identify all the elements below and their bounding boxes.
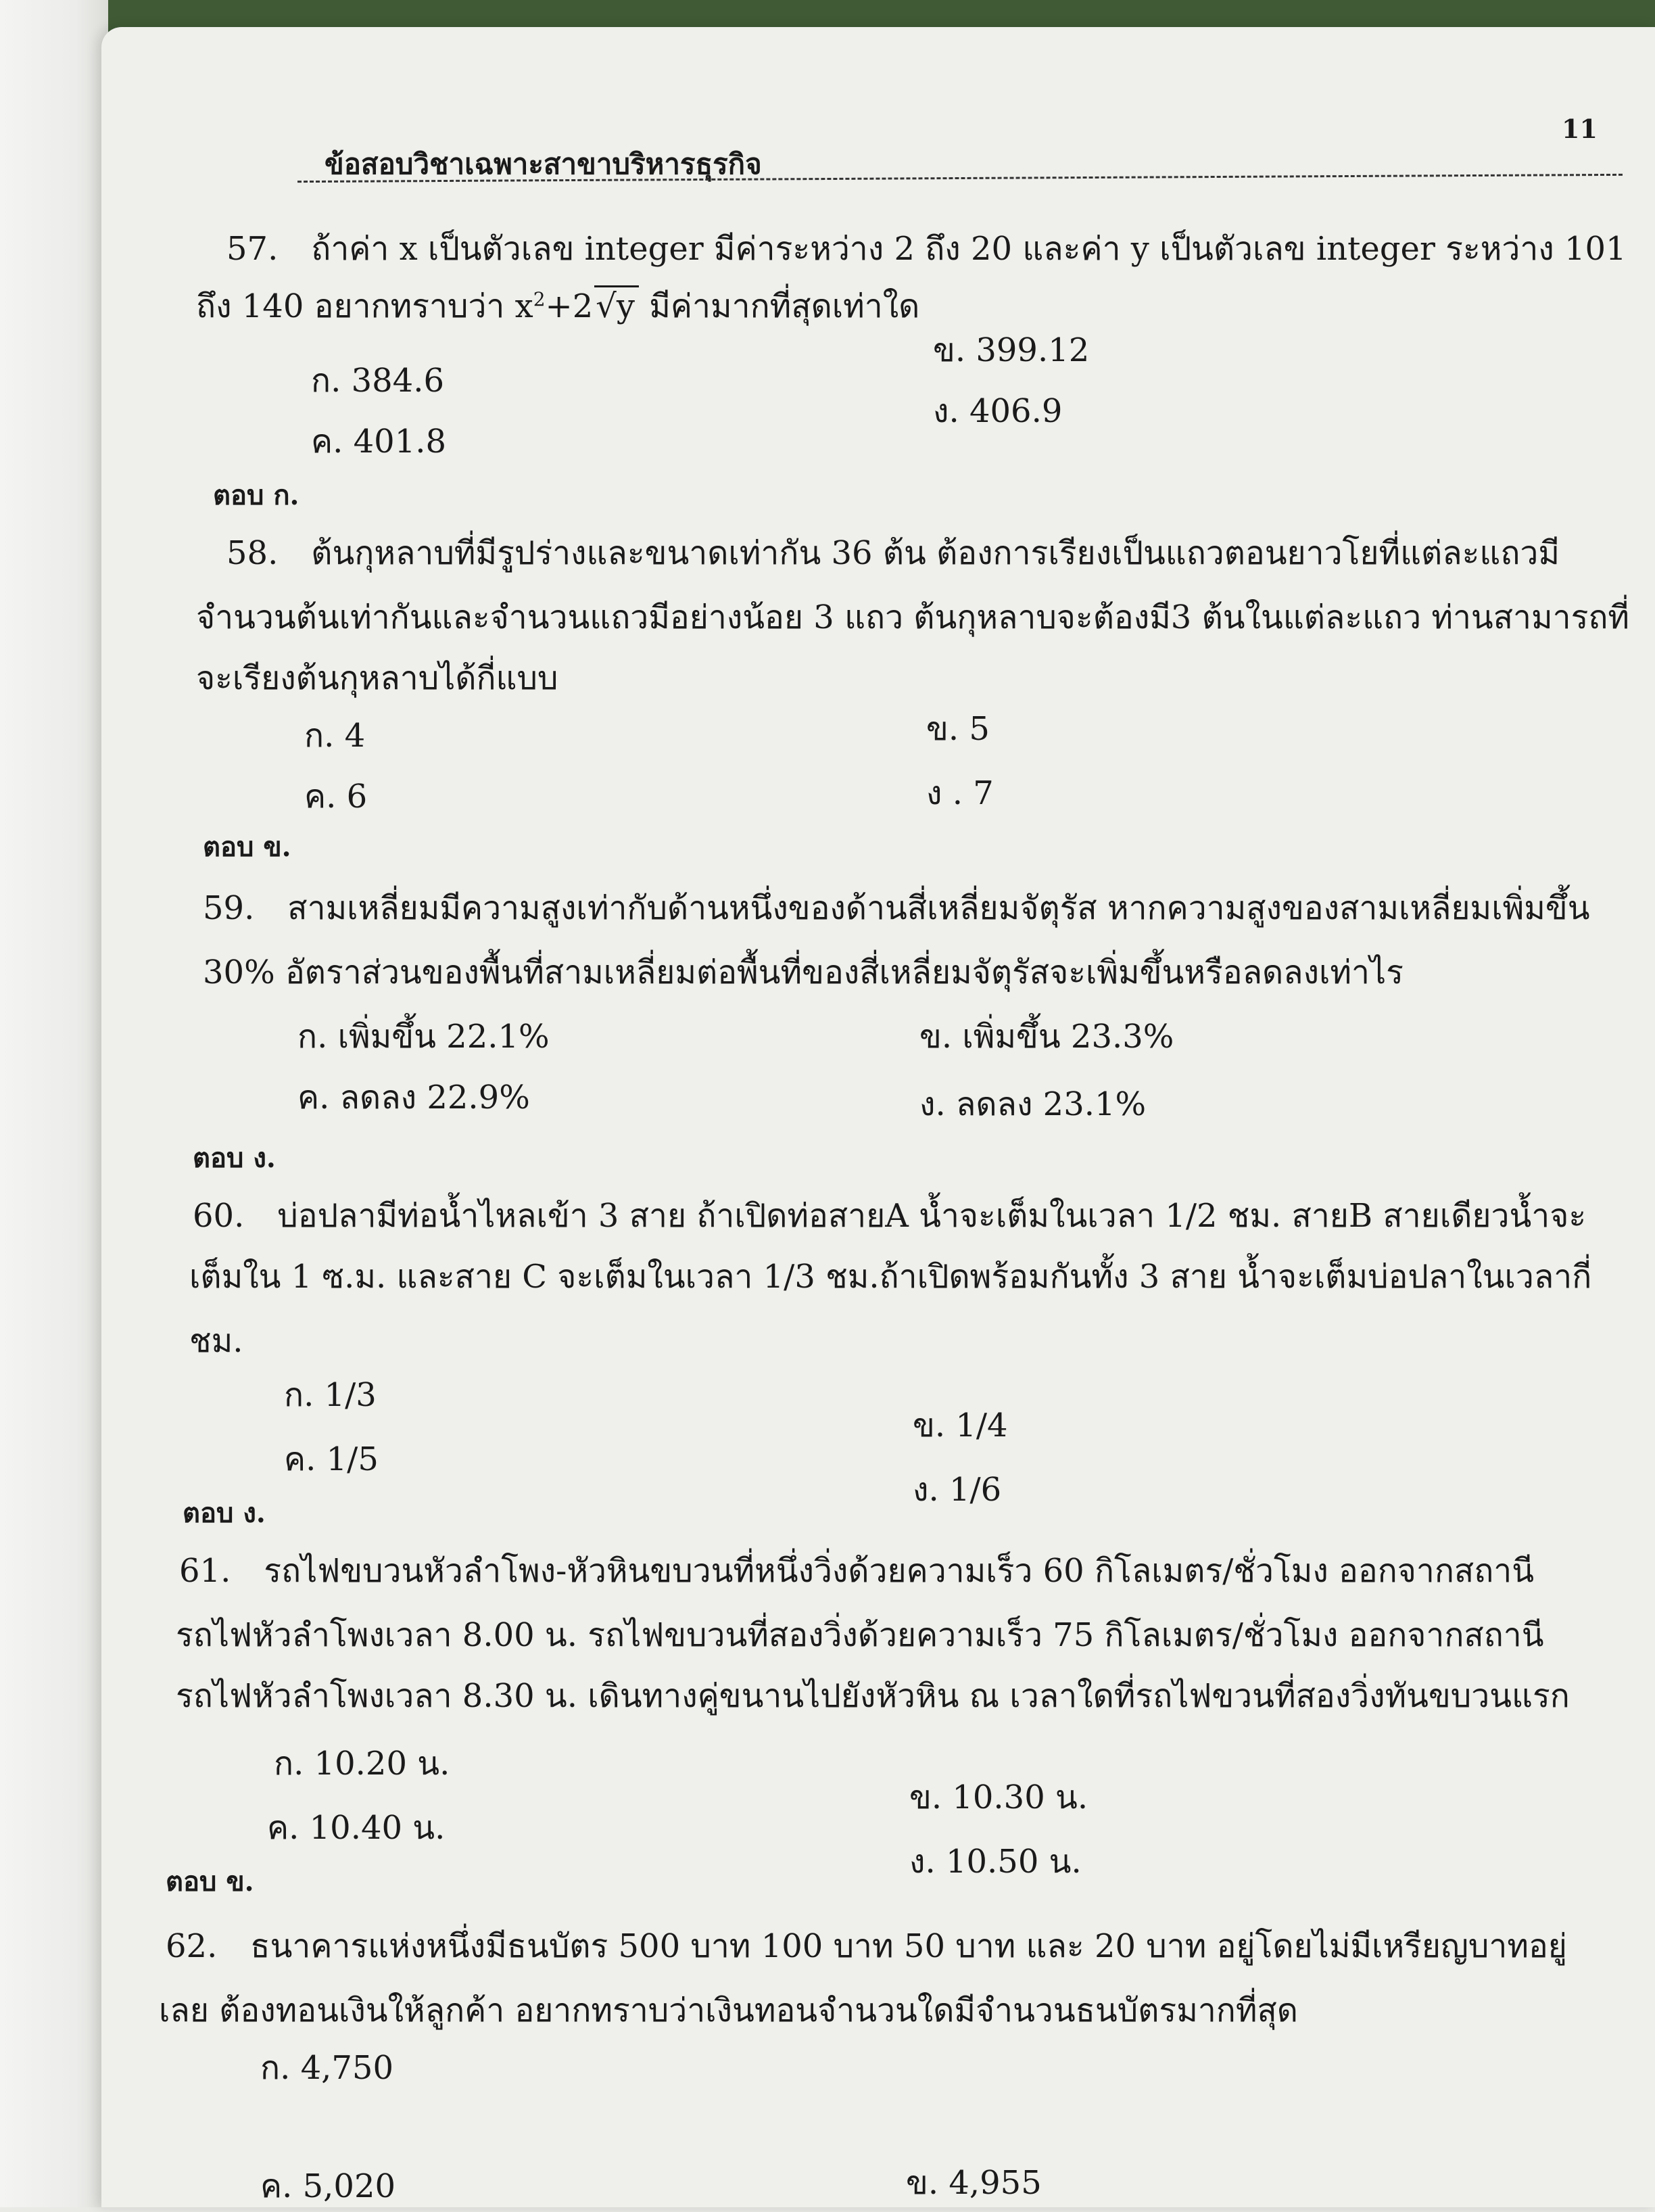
question-60-line-3: ชม. [189,1322,243,1360]
question-57-line-1 [226,223,1627,275]
option-b: ข. 10.30 น. [909,1779,1088,1816]
answer-58: ตอบ ข. [203,831,291,863]
sqrt-symbol: √y [594,285,639,325]
option-b: ข. เพิ่มขึ้น 23.3% [919,1018,1174,1056]
option-c: ค. 5,020 [260,2167,396,2205]
question-59-line-2: 30% อัตราส่วนของพื้นที่สามเหลี่ยมต่อพื้นที่ของสี่เหลี่ยมจัตุรัสจะเพิ่มขึ้นหรือลดลงเท่าไร [203,954,1404,991]
question-61-line-1 [179,1545,1534,1597]
option-a: ก. เพิ่มขึ้น 22.1% [297,1018,550,1056]
option-b: ข. 5 [926,710,990,748]
option-a: ก. 4 [304,717,366,755]
answer-57: ตอบ ก. [213,479,299,511]
option-b: ข. 1/4 [913,1407,1008,1444]
question-57-number: 57. [226,230,279,268]
option-a: ก. 1/3 [284,1376,377,1414]
question-60-line-1 [193,1190,1586,1242]
option-b: ข. 4,955 [906,2164,1042,2202]
question-59-line-1 [203,883,1590,934]
option-c: ค. 1/5 [284,1440,379,1478]
question-60-number: 60. [193,1197,245,1235]
question-text: มีค่ามากที่สุดเท่าใด [649,287,920,325]
question-57-line-2 [196,281,919,332]
page-number: 11 [1562,114,1598,144]
question-58-line-1 [226,527,1560,579]
option-a: ก. 384.6 [311,362,444,400]
question-text: สามเหลี่ยมมีความสูงเท่ากับด้านหนึ่งของด้านสี่เหลี่ยมจัตุรัส หากความสูงของสามเหลี่ยมเพิ่มขึ้น [287,889,1590,927]
question-58-line-3: จะเรียงต้นกุหลาบได้กี่แบบ [196,659,558,697]
question-59-number: 59. [203,889,255,927]
option-a: ก. 4,750 [260,2049,393,2087]
question-60-line-2: เต็มใน 1 ซ.ม. และสาย C จะเต็มในเวลา 1/3 ชม.ถ้าเปิดพร้อมกันทั้ง 3 สาย น้ำจะเต็มบ่อปลาในเวลากี่ [189,1258,1592,1296]
question-61-line-2: รถไฟหัวลำโพงเวลา 8.00 น. รถไฟขบวนที่สองวิ่งด้วยความเร็ว 75 กิโลเมตร/ชั่วโมง ออกจากสถานี [176,1616,1544,1654]
answer-60: ตอบ ง. [183,1497,266,1529]
question-text: รถไฟขบวนหัวลำโพง-หัวหินขบวนที่หนึ่งวิ่งด้วยความเร็ว 60 กิโลเมตร/ชั่วโมง ออกจากสถานี [264,1552,1535,1590]
option-d: ง. 10.50 น. [909,1843,1082,1881]
option-d: ง. ลดลง 23.1% [919,1085,1147,1123]
question-61-number: 61. [179,1552,231,1590]
option-c: ค. 10.40 น. [267,1809,446,1847]
formula-mid: +2 [545,287,594,325]
option-a: ก. 10.20 น. [274,1745,450,1783]
question-text: ต้นกุหลาบที่มีรูปร่างและขนาดเท่ากัน 36 ต้น ต้องการเรียงเป็นแถวตอนยาวโยที่แต่ละแถวมี [311,534,1560,572]
option-d: ง. 406.9 [933,392,1063,430]
option-b: ข. 399.12 [933,331,1090,369]
question-text: ธนาคารแห่งหนึ่งมีธนบัตร 500 บาท 100 บาท 50 บาท และ 20 บาท อยู่โดยไม่มีเหรียญบาทอยู่ [250,1927,1567,1965]
question-62-line-2: เลย ต้องทอนเงินให้ลูกค้า อยากทราบว่าเงินทอนจำนวนใดมีจำนวนธนบัตรมากที่สุด [159,1992,1298,2029]
question-62-line-1 [166,1921,1567,1972]
formula-radicand: y [616,287,635,325]
page-header-title: ข้อสอบวิชาเฉพาะสาขาบริหารธุรกิจ [325,147,762,181]
question-58-number: 58. [226,534,279,572]
option-d: ง. 1/6 [913,1471,1002,1509]
document-page [101,27,1655,2207]
option-c: ค. 401.8 [311,423,447,461]
previous-page-edge [0,0,108,2207]
formula-exponent: 2 [533,288,546,310]
question-58-line-2: จำนวนต้นเท่ากันและจำนวนแถวมีอย่างน้อย 3 แถว ต้นกุหลาบจะต้องมี3 ต้นในแต่ละแถว ท่านสามารถที่ [196,598,1630,636]
question-text: ถ้าค่า x เป็นตัวเลข integer มีค่าระหว่าง 2 ถึง 20 และค่า y เป็นตัวเลข integer ระหว่าง 101 [311,230,1627,268]
question-text: ถึง 140 อยากทราบว่า x [196,287,533,325]
answer-61: ตอบ ข. [166,1866,254,1898]
question-61-line-3: รถไฟหัวลำโพงเวลา 8.30 น. เดินทางคู่ขนานไปยังหัวหิน ณ เวลาใดที่รถไฟขวนที่สองวิ่งทันขบวนแรก [176,1677,1570,1715]
option-d: ง . 7 [926,774,994,812]
answer-59: ตอบ ง. [193,1142,276,1174]
question-text: บ่อปลามีท่อน้ำไหลเข้า 3 สาย ถ้าเปิดท่อสายA น้ำจะเต็มในเวลา 1/2 ชม. สายB สายเดียวน้ำจะ [277,1197,1587,1235]
question-62-number: 62. [166,1927,218,1965]
option-c: ค. 6 [304,778,368,816]
option-c: ค. ลดลง 22.9% [297,1079,530,1116]
